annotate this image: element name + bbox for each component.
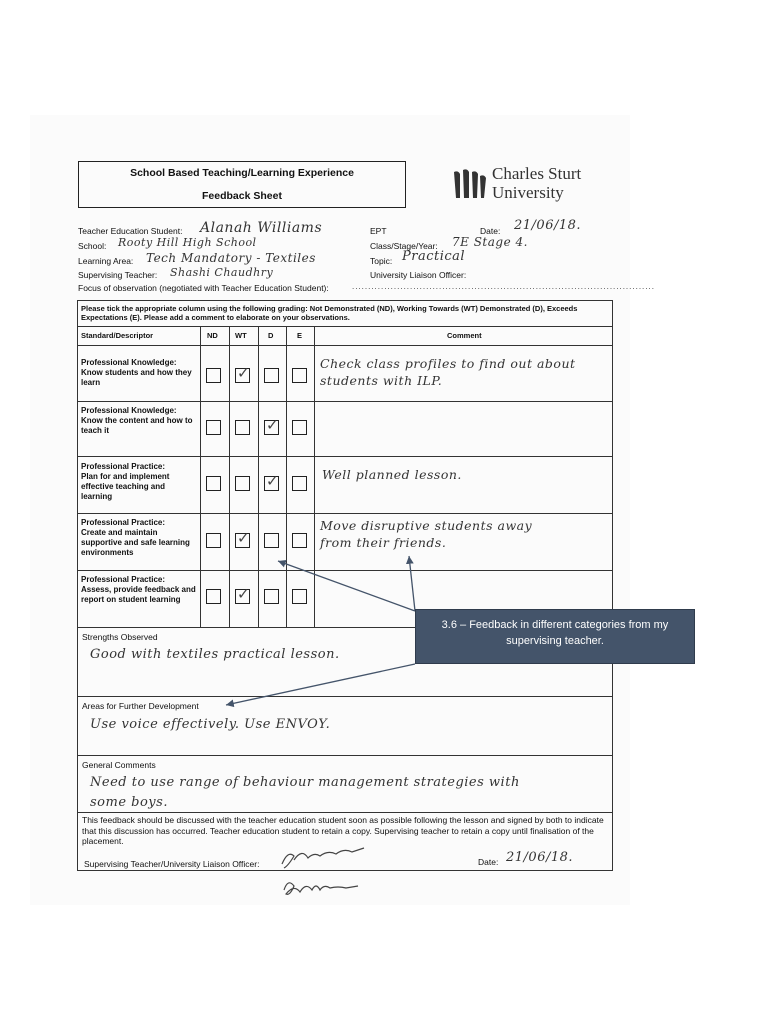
topic-label: Topic:: [370, 256, 393, 266]
grading-instructions: Please tick the appropriate column using the following grading: Not Demonstrated (ND), Working Towards (WT) Demonstrated (D), Exceeds Expectations (E). Please add a comment to elaborate on your observations.: [81, 304, 578, 322]
general-value-line2: some boys.: [90, 795, 168, 810]
standard-3-descriptor: Plan for and implement effective teaching and learning: [81, 472, 170, 501]
comment-row1-line1: Check class profiles to find out about: [320, 356, 576, 371]
comment-row3-line1: Well planned lesson.: [322, 467, 462, 482]
general-value-line1: Need to use range of behaviour management strategies with: [90, 775, 520, 790]
arrow-to-development: [226, 664, 415, 705]
class-label: Class/Stage/Year:: [370, 241, 438, 251]
general-label: General Comments: [82, 760, 156, 770]
arrow-to-row4-comment: [409, 556, 415, 611]
comment-row1-line2: students with ILP.: [320, 373, 443, 388]
footer-date-value: 21/06/18.: [506, 850, 574, 865]
standard-3-title: Professional Practice:: [81, 462, 166, 471]
signature-label: Supervising Teacher/University Liaison Officer:: [84, 859, 260, 869]
comment-row4-line2: from their friends.: [320, 535, 447, 550]
date-label: Date:: [480, 226, 501, 236]
checkmark-icon: ✓: [237, 585, 250, 603]
date-value: 21/06/18.: [514, 218, 582, 233]
standard-4-title: Professional Practice:: [81, 518, 166, 527]
school-value: Rooty Hill High School: [118, 236, 257, 249]
standard-1-title: Professional Knowledge:: [81, 358, 177, 367]
checkmark-icon: ✓: [237, 529, 250, 547]
liaison-label: University Liaison Officer:: [370, 270, 467, 280]
checkmark-icon: ✓: [266, 472, 279, 490]
form-subtitle: Feedback Sheet: [202, 190, 282, 202]
student-value: Alanah Williams: [200, 220, 323, 236]
logo-line-1: Charles Sturt: [492, 164, 582, 183]
topic-value: Practical: [402, 249, 466, 264]
learning-area-value: Tech Mandatory - Textiles: [146, 251, 316, 265]
standard-4-descriptor: Create and maintain supportive and safe learning environments: [81, 528, 190, 557]
standard-1-descriptor: Know students and how they learn: [81, 368, 192, 387]
standard-5-descriptor: Assess, provide feedback and report on student learning: [81, 585, 196, 604]
supervising-teacher-value: Shashi Chaudhry: [170, 266, 274, 279]
school-label: School:: [78, 241, 107, 251]
header-nd: ND: [207, 331, 218, 340]
header-wt: WT: [235, 331, 247, 340]
comment-row4-line1: Move disruptive students away: [320, 518, 533, 533]
header-comment: Comment: [447, 331, 482, 340]
class-value: 7E Stage 4.: [452, 235, 528, 249]
standard-2-title: Professional Knowledge:: [81, 406, 177, 415]
standard-5-title: Professional Practice:: [81, 575, 166, 584]
logo-line-2: University: [492, 183, 564, 202]
focus-dotted-line: ..............................................................................................: [352, 282, 655, 291]
focus-label: Focus of observation (negotiated with Teacher Education Student):: [78, 283, 329, 293]
development-label: Areas for Further Development: [82, 701, 199, 711]
ept-label: EPT: [370, 226, 387, 236]
student-label: Teacher Education Student:: [78, 226, 183, 236]
header-e: E: [297, 331, 303, 340]
feedback-callout: 3.6 – Feedback in different categories from my supervising teacher.: [415, 609, 695, 664]
footer-note: This feedback should be discussed with the teacher education student soon as possible following the lesson and signed by both to indicate that this discussion has occurred. Teacher education student to retain a copy. Supervising teacher to retain a copy until finalisation of the placement.: [82, 815, 604, 846]
header-d: D: [268, 331, 274, 340]
strengths-label: Strengths Observed: [82, 632, 158, 642]
checkmark-icon: ✓: [237, 364, 250, 382]
supervising-teacher-label: Supervising Teacher:: [78, 270, 158, 280]
standard-2-descriptor: Know the content and how to teach it: [81, 416, 193, 435]
footer-date-label: Date:: [478, 857, 499, 867]
form-title: School Based Teaching/Learning Experience: [130, 167, 354, 179]
strengths-value: Good with textiles practical lesson.: [90, 647, 340, 662]
development-value: Use voice effectively. Use ENVOY.: [90, 717, 331, 732]
header-standard: Standard/Descriptor: [81, 331, 154, 340]
learning-area-label: Learning Area:: [78, 256, 134, 266]
checkmark-icon: ✓: [266, 416, 279, 434]
arrow-to-row4-checkbox: [278, 561, 415, 611]
